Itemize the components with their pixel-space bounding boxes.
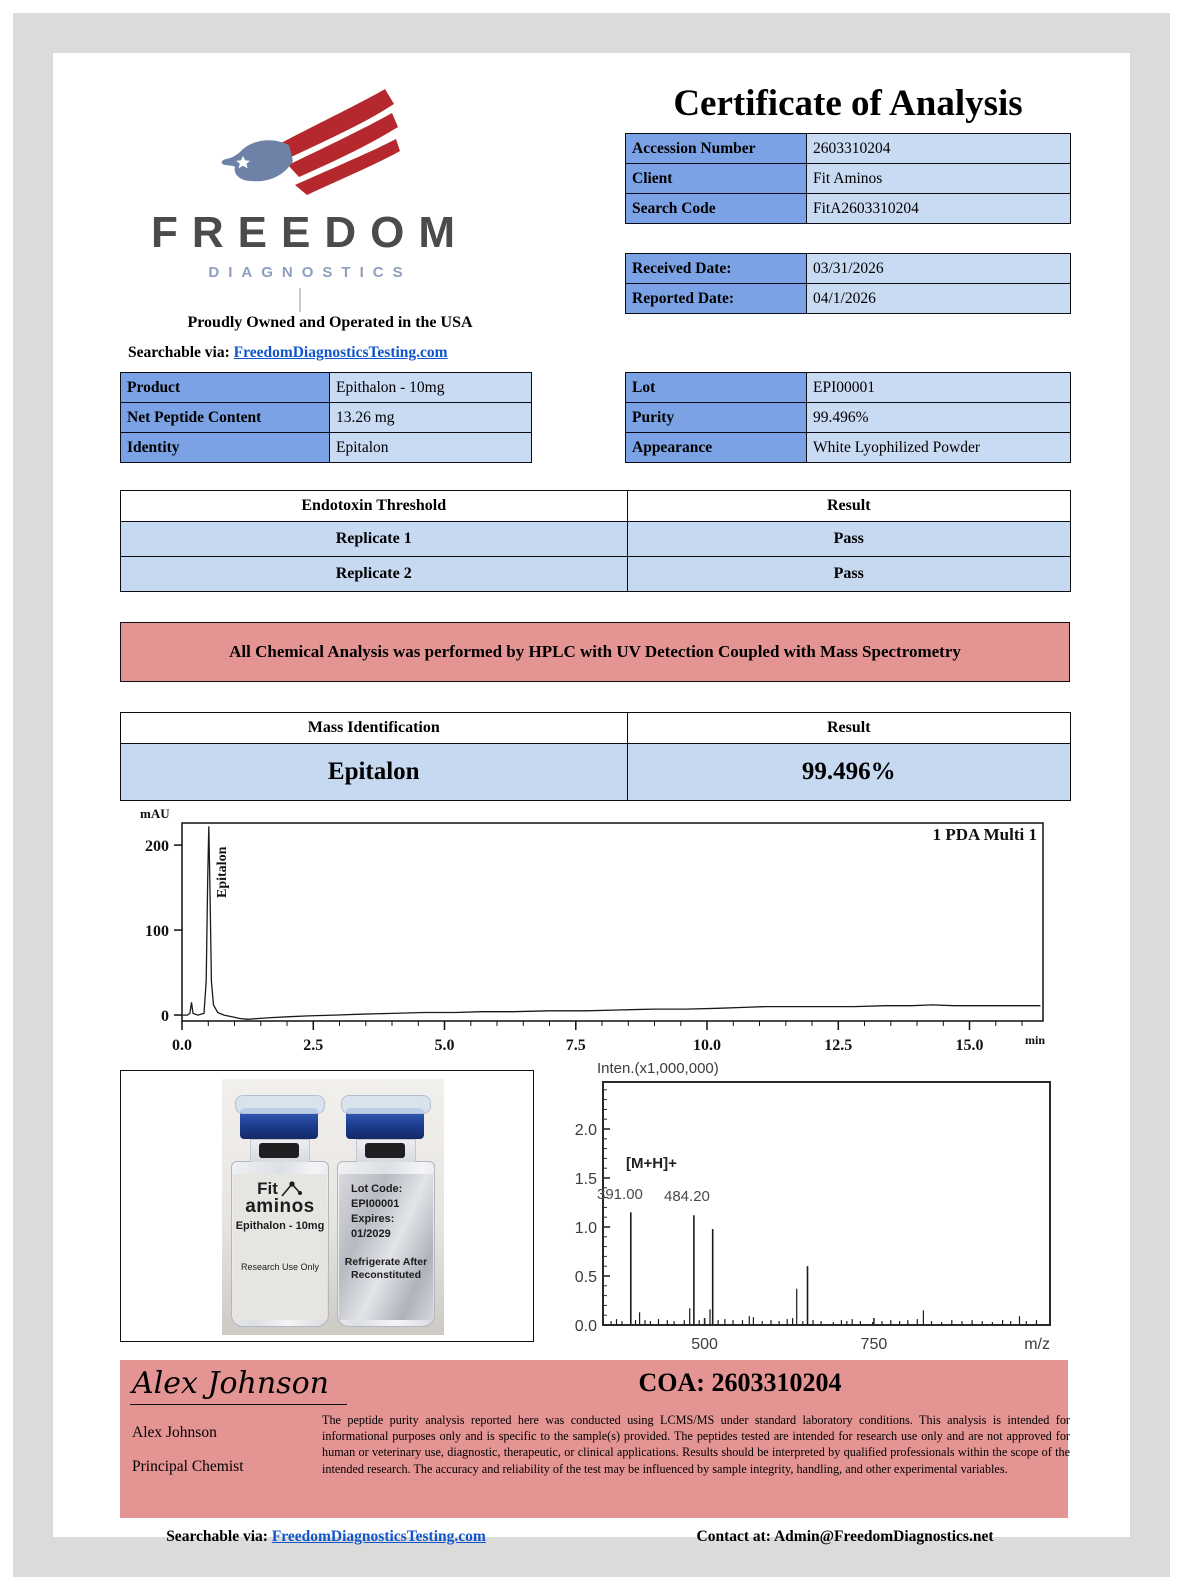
front-vial: [229, 1095, 329, 1331]
storage-line-2: Reconstituted: [350, 1269, 421, 1281]
vial-flip-top: [341, 1095, 431, 1114]
storage-line-1: Refrigerate After: [344, 1256, 428, 1268]
back-vial-label: [339, 1174, 433, 1320]
lot-code-value: EPI00001: [351, 1198, 400, 1210]
coa-number-heading: COA: 2603310204: [638, 1368, 842, 1397]
mass-id-result: 99.496%: [627, 744, 1071, 801]
product-table: [120, 372, 532, 463]
table-row: [626, 194, 1071, 224]
endotoxin-threshold-header: Endotoxin Threshold: [121, 491, 628, 522]
svg-text:5.0: 5.0: [434, 1037, 455, 1054]
svg-text:0.0: 0.0: [574, 1318, 597, 1335]
eagle-wing-logo-icon: [185, 85, 435, 203]
mass-id-compound: Epitalon: [121, 744, 628, 801]
client-value: Fit Aminos: [807, 164, 1071, 194]
svg-text:750: 750: [860, 1336, 888, 1353]
expires-label: Expires:: [351, 1213, 395, 1225]
aminos-brand-text: aminos: [245, 1196, 315, 1217]
back-vial: [335, 1095, 435, 1331]
analysis-method-banner: All Chemical Analysis was performed by HPLC with UV Detection Coupled with Mass Spectrometry: [120, 622, 1070, 682]
mass-identification-table: [120, 712, 1071, 801]
table-row: [626, 284, 1071, 314]
front-vial-label: [233, 1174, 327, 1320]
endotoxin-result-header: Result: [627, 491, 1071, 522]
accession-table: [625, 133, 1071, 224]
mass-result-header: Result: [627, 713, 1071, 744]
svg-text:2.0: 2.0: [574, 1122, 597, 1140]
mass-id-header: Mass Identification: [121, 713, 628, 744]
tagline: Proudly Owned and Operated in the USA: [187, 314, 473, 331]
mass-spectrum-chart: [560, 1058, 1060, 1358]
received-date-label: Received Date:: [626, 254, 807, 284]
svg-text:500: 500: [691, 1336, 718, 1353]
replicate-1-label: Replicate 1: [121, 522, 628, 557]
signer-name: Alex Johnson: [132, 1424, 217, 1441]
svg-text:200: 200: [145, 838, 169, 856]
details-table: [625, 372, 1071, 463]
dates-table: [625, 253, 1071, 314]
chromatogram-detector-label: 1 PDA Multi 1: [932, 825, 1037, 844]
reported-date-value: 04/1/2026: [807, 284, 1071, 314]
replicate-1-result: Pass: [627, 522, 1071, 557]
divider-tick: [299, 288, 301, 312]
appearance-label: Appearance: [626, 433, 807, 463]
svg-text:2.5: 2.5: [303, 1037, 324, 1054]
table-row: [121, 433, 532, 463]
lot-value: EPI00001: [807, 373, 1071, 403]
table-row: [626, 254, 1071, 284]
peak-484-label: 484.20: [664, 1188, 710, 1205]
vial-product-name: Epithalon - 10mg: [235, 1220, 325, 1232]
purity-label: Purity: [626, 403, 807, 433]
lot-code-label: Lot Code:: [351, 1183, 403, 1195]
peak-label: Epitalon: [215, 846, 230, 898]
table-header-row: [121, 713, 1071, 744]
svg-text:100: 100: [145, 923, 169, 941]
svg-text:10.0: 10.0: [693, 1037, 721, 1054]
table-row: [626, 433, 1071, 463]
received-date-value: 03/31/2026: [807, 254, 1071, 284]
table-row: [121, 744, 1071, 801]
logo-block: [150, 85, 470, 281]
page-title: Certificate of Analysis: [673, 83, 1023, 124]
client-label: Client: [626, 164, 807, 194]
table-row: [626, 164, 1071, 194]
table-row: [626, 373, 1071, 403]
identity-value: Epitalon: [330, 433, 532, 463]
footer-searchable: [120, 1528, 532, 1546]
vial-photo: [222, 1079, 444, 1335]
vial-glass-body: [231, 1161, 329, 1327]
fit-brand-text: Fit: [257, 1179, 278, 1198]
peak-391-label: 391.00: [597, 1186, 643, 1203]
replicate-2-label: Replicate 2: [121, 557, 628, 592]
svg-text:12.5: 12.5: [824, 1037, 853, 1054]
expires-value: 01/2029: [351, 1228, 391, 1240]
vial-stopper: [365, 1143, 405, 1158]
table-row: [121, 522, 1071, 557]
table-row: [121, 403, 532, 433]
svg-text:0.5: 0.5: [574, 1269, 597, 1287]
signer-role: Principal Chemist: [132, 1458, 244, 1475]
purity-value: 99.496%: [807, 403, 1071, 433]
lot-label: Lot: [626, 373, 807, 403]
vial-neck: [356, 1139, 416, 1162]
ms-xlabel: m/z: [1024, 1336, 1050, 1353]
searchable-label: Searchable via:: [128, 344, 230, 361]
hplc-chromatogram: [120, 806, 1075, 1058]
brand-subtitle: DIAGNOSTICS: [208, 264, 412, 281]
chromatogram-ylabel: mAU: [140, 806, 170, 821]
svg-text:0.0: 0.0: [172, 1037, 192, 1054]
svg-text:15.0: 15.0: [955, 1037, 984, 1054]
accession-number-value: 2603310204: [807, 134, 1071, 164]
accession-number-label: Accession Number: [626, 134, 807, 164]
searchable-line: [128, 344, 448, 362]
table-header-row: [121, 491, 1071, 522]
replicate-2-result: Pass: [627, 557, 1071, 592]
appearance-value: White Lyophilized Powder: [807, 433, 1071, 463]
search-code-value: FitA2603310204: [807, 194, 1071, 224]
reported-date-label: Reported Date:: [626, 284, 807, 314]
vial-research-use: Research Use Only: [240, 1262, 320, 1272]
chromatogram-xlabel: min: [1025, 1033, 1046, 1047]
signature-script: Alex Johnson: [130, 1366, 347, 1405]
svg-text:0: 0: [161, 1008, 169, 1026]
table-row: [121, 373, 532, 403]
disclaimer-text: The peptide purity analysis reported here was conducted using LCMS/MS under standard laboratory conditions. This analysis is intended for informational purposes only and is specific to the sample(s) provided. The peptides tested are intended for research use only and are not approved for human or veterinary use, diagnostic, therapeutic, or clinical applications. Results should be interpreted by qualified professionals within the scope of the intended research. The accuracy and reliability of the test may be influenced by sample integrity, handling, and other experimental variables.: [322, 1413, 1070, 1476]
footer-contact: Contact at: Admin@FreedomDiagnostics.net: [696, 1528, 994, 1545]
vial-glass-body: [337, 1161, 435, 1327]
product-value: Epithalon - 10mg: [330, 373, 532, 403]
product-label: Product: [121, 373, 330, 403]
svg-text:1.0: 1.0: [574, 1220, 597, 1238]
vial-flip-top: [235, 1095, 325, 1114]
svg-text:7.5: 7.5: [565, 1037, 586, 1054]
mass-spectrum-title: Inten.(x1,000,000): [597, 1060, 719, 1077]
table-row: [121, 557, 1071, 592]
net-peptide-value: 13.26 mg: [330, 403, 532, 433]
mh-annotation: [M+H]+: [626, 1155, 677, 1172]
identity-label: Identity: [121, 433, 330, 463]
vial-stopper: [259, 1143, 299, 1158]
search-code-label: Search Code: [626, 194, 807, 224]
signature-block: [120, 1360, 1068, 1518]
footer-searchable-link[interactable]: FreedomDiagnosticsTesting.com: [271, 1528, 486, 1545]
product-photo-frame: [120, 1070, 534, 1342]
footer-searchable-label: Searchable via:: [166, 1528, 268, 1545]
searchable-link[interactable]: FreedomDiagnosticsTesting.com: [233, 344, 448, 361]
table-row: [626, 403, 1071, 433]
vial-neck: [250, 1139, 310, 1162]
brand-name: FREEDOM: [151, 208, 469, 257]
svg-text:1.5: 1.5: [574, 1171, 597, 1189]
endotoxin-table: [120, 490, 1071, 592]
table-row: [626, 134, 1071, 164]
net-peptide-label: Net Peptide Content: [121, 403, 330, 433]
